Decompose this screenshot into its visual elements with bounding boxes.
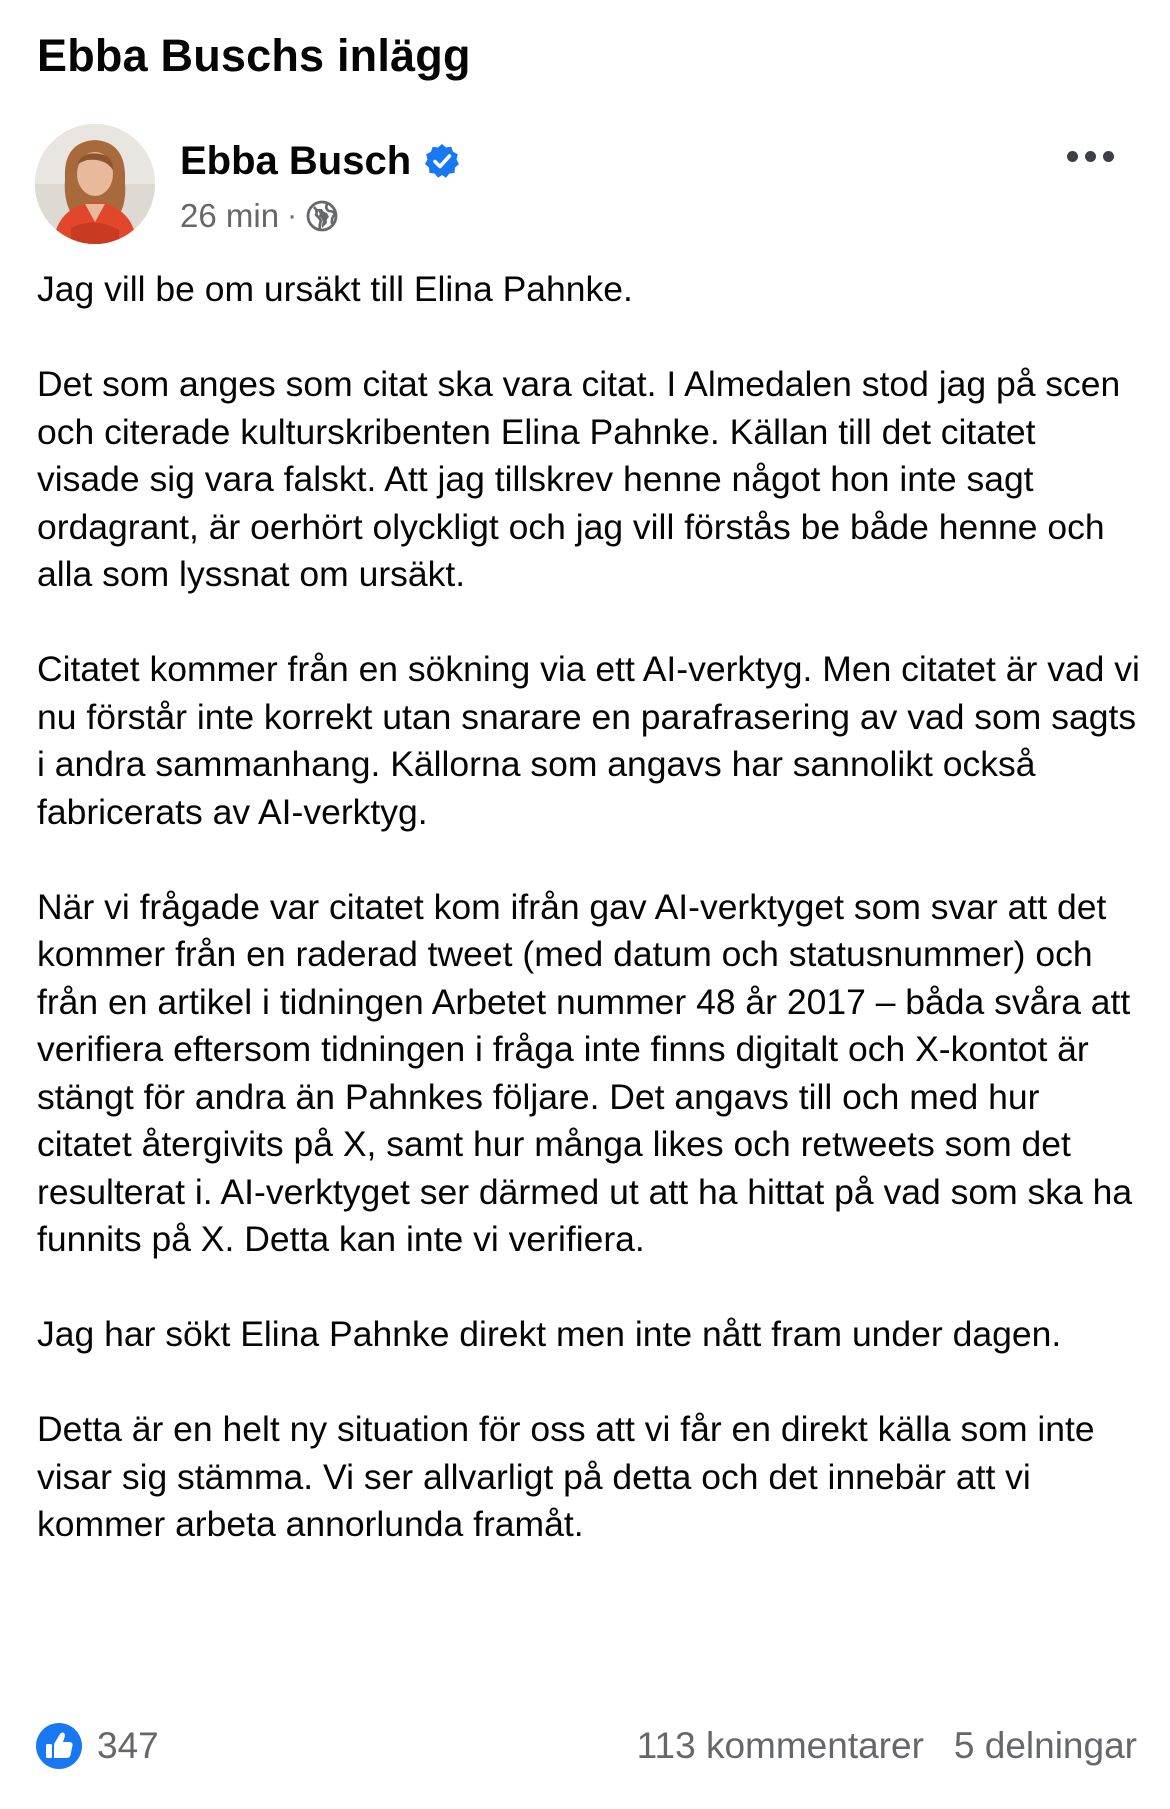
like-icon bbox=[35, 1722, 83, 1770]
reactions-summary[interactable] bbox=[35, 1722, 159, 1770]
post-timestamp[interactable]: 26 min bbox=[180, 197, 280, 234]
author-name[interactable]: Ebba Busch bbox=[180, 139, 412, 183]
shares-count[interactable]: 5 delningar bbox=[953, 1725, 1137, 1766]
comments-count[interactable]: 113 kommentarer bbox=[636, 1725, 924, 1766]
avatar-image bbox=[35, 124, 155, 244]
post-header bbox=[35, 124, 1135, 246]
post-body bbox=[37, 266, 1142, 1596]
post-paragraph: Jag vill be om ursäkt till Elina Pahnke. bbox=[37, 269, 633, 309]
author-row bbox=[180, 136, 461, 186]
page-title: Ebba Buschs inlägg bbox=[37, 30, 471, 81]
post-stats bbox=[637, 1722, 1137, 1770]
meta-separator: · bbox=[287, 199, 298, 232]
verified-badge-icon bbox=[423, 142, 461, 180]
post-paragraph: Det som anges som citat ska vara citat. I Almedalen stod jag på scen och citerade kulturskribenten Elina Pahnke. Källan till det citatet visade sig vara falskt. Att jag tillskrev henne något hon inte sagt ordagrant, är oerhört olyckligt och jag vill förstås be både henne och alla som lyssnat om ursäkt. bbox=[37, 364, 1121, 594]
more-options-button[interactable] bbox=[1055, 136, 1125, 176]
more-dot-icon bbox=[1085, 151, 1096, 162]
reaction-count: 347 bbox=[97, 1725, 159, 1766]
post-paragraph: Citatet kommer från en sökning via ett AI-verktyg. Men citatet är vad vi nu förstår inte korrekt utan snarare en parafrasering av vad som sagts i andra sammanhang. Källorna som angavs har sannolikt också fabricerats av AI-verktyg. bbox=[37, 649, 1140, 832]
post-footer bbox=[35, 1722, 1135, 1772]
globe-icon bbox=[305, 199, 339, 233]
avatar[interactable] bbox=[35, 124, 155, 244]
post-paragraph: När vi frågade var citatet kom ifrån gav AI-verktyget som svar att det kommer från en raderad tweet (med datum och statusnummer) och från en artikel i tidningen Arbetet nummer 48 år 2017 – båda svåra att verifiera eftersom tidningen i fråga inte finns digitalt och X-kontot är stängt för andra än Pahnkes följare. Det angavs till och med hur citatet återgivits på X, samt hur många likes och retweets som det resulterat i. AI-verktyget ser därmed ut att ha hittat på vad som ska ha funnits på X. Detta kan inte vi verifiera. bbox=[37, 886, 1133, 1259]
more-dot-icon bbox=[1103, 151, 1114, 162]
post-paragraph: Detta är en helt ny situation för oss att vi får en direkt källa som inte visar sig stämma. Vi ser allvarligt på detta och det innebär att vi kommer arbeta annorlunda framåt. bbox=[37, 1409, 1095, 1544]
post-meta bbox=[180, 194, 339, 238]
more-dot-icon bbox=[1067, 151, 1078, 162]
post-paragraph: Jag har sökt Elina Pahnke direkt men inte nått fram under dagen. bbox=[37, 1314, 1062, 1354]
